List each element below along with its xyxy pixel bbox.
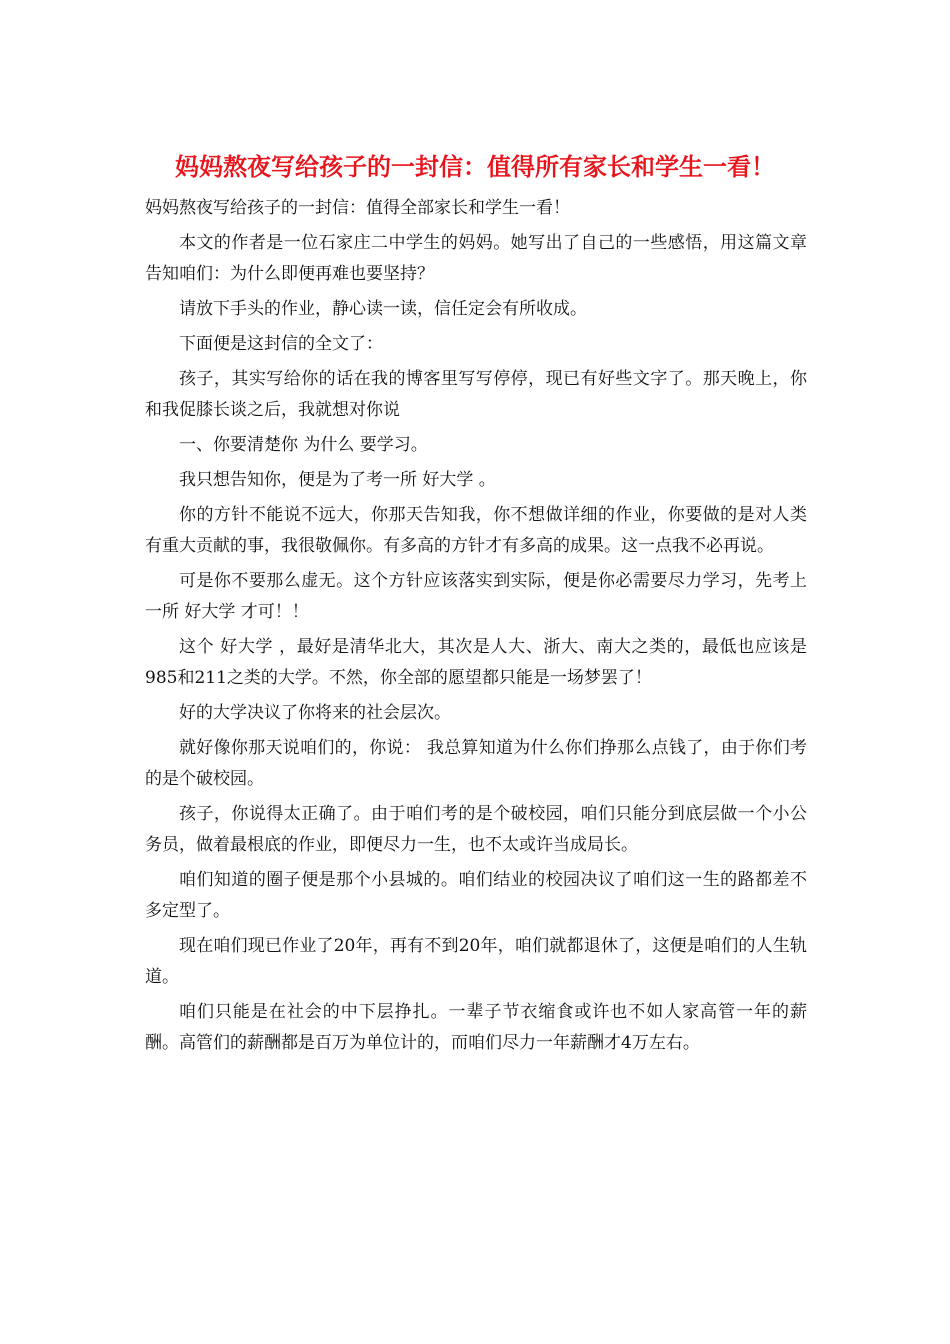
paragraph: 这个 好大学 ，最好是清华北大，其次是人大、浙大、南大之类的，最低也应该是985和211之类的大学。不然，你全部的愿望都只能是一场梦罢了！ — [145, 637, 807, 688]
paragraph: 孩子，其实写给你的话在我的博客里写写停停，现已有好些文字了。那天晚上，你和我促膝长谈之后，我就想对你说 — [145, 369, 807, 420]
section-heading: 一、你要清楚你 为什么 要学习。 — [179, 435, 428, 455]
paragraph: 你的方针不能说不远大，你那天告知我，你不想做详细的作业，你要做的是对人类有重大贡献的事，我很敬佩你。有多高的方针才有多高的成果。这一点我不必再说。 — [145, 505, 807, 556]
paragraph: 现在咱们现已作业了20年，再有不到20年，咱们就都退休了，这便是咱们的人生轨道。 — [145, 936, 807, 987]
paragraph: 孩子，你说得太正确了。由于咱们考的是个破校园，咱们只能分到底层做一个小公务员，做着最根底的作业，即便尽力一生，也不太或许当成局长。 — [145, 804, 807, 855]
paragraph: 请放下手头的作业，静心读一读，信任定会有所收成。 — [179, 299, 587, 319]
paragraph: 咱们只能是在社会的中下层挣扎。一辈子节衣缩食或许也不如人家高管一年的薪酬。高管们的薪酬都是百万为单位计的，而咱们尽力一年薪酬才4万左右。 — [145, 1002, 807, 1053]
paragraph: 咱们知道的圈子便是那个小县城的。咱们结业的校园决议了咱们这一生的路都差不多定型了。 — [145, 870, 807, 921]
document-body — [145, 193, 807, 1063]
paragraph-subtitle: 妈妈熬夜写给孩子的一封信：值得全部家长和学生一看！ — [145, 198, 570, 218]
document-title: 妈妈熬夜写给孩子的一封信：值得所有家长和学生一看！ — [175, 152, 775, 181]
paragraph: 本文的作者是一位石家庄二中学生的妈妈。她写出了自己的一些感悟，用这篇文章告知咱们：为什么即便再难也要坚持？ — [145, 233, 807, 284]
paragraph: 可是你不要那么虚无。这个方针应该落实到实际，便是你必需要尽力学习，先考上一所 好大学 才可！！ — [145, 571, 807, 622]
paragraph: 就好像你那天说咱们的，你说： 我总算知道为什么你们挣那么点钱了，由于你们考的是个破校园。 — [145, 738, 807, 789]
paragraph: 下面便是这封信的全文了： — [179, 334, 383, 354]
paragraph: 我只想告知你，便是为了考一所 好大学 。 — [179, 470, 496, 490]
paragraph: 好的大学决议了你将来的社会层次。 — [179, 703, 451, 723]
